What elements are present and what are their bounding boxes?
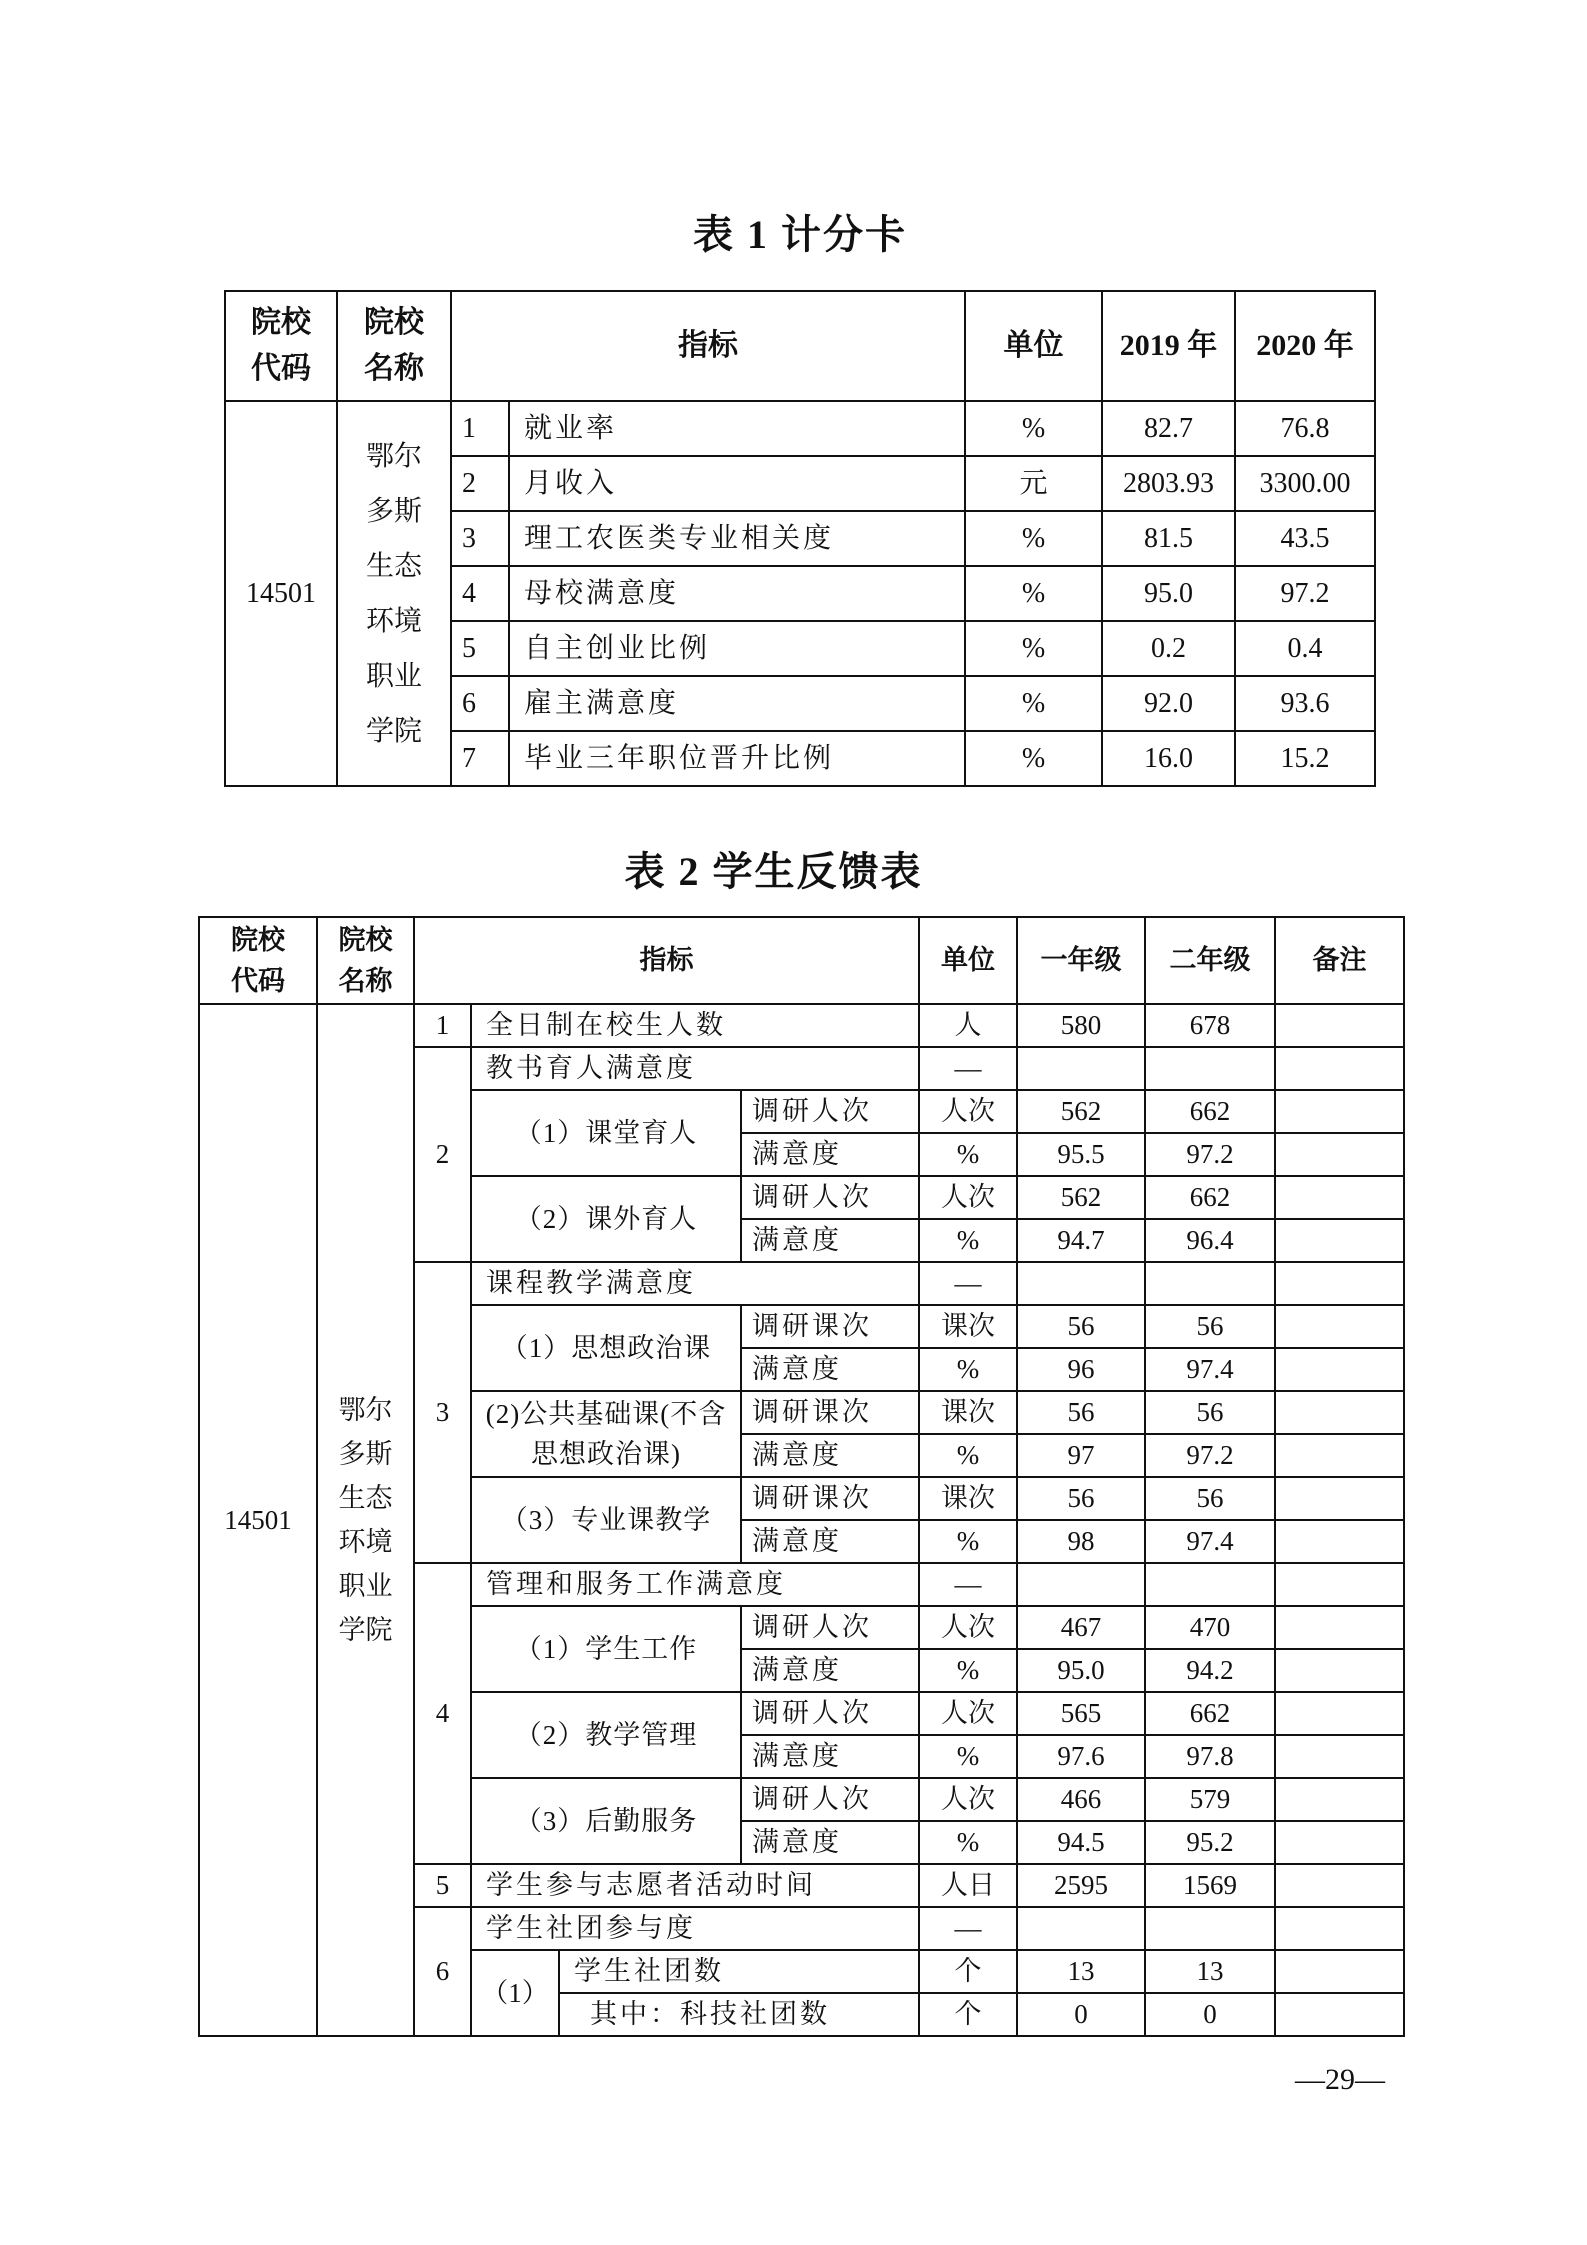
school-code: 14501 bbox=[225, 401, 337, 786]
header-note: 备注 bbox=[1275, 917, 1404, 1004]
value-2019: 16.0 bbox=[1102, 731, 1235, 786]
value-2019: 0.2 bbox=[1102, 621, 1235, 676]
header-grade2: 二年级 bbox=[1145, 917, 1275, 1004]
value-2019: 92.0 bbox=[1102, 676, 1235, 731]
school-name-text: 鄂尔多斯生态环境职业学院 bbox=[338, 1395, 393, 1645]
note bbox=[1275, 1735, 1404, 1778]
value-2020: 15.2 bbox=[1235, 731, 1375, 786]
metric-label: 满意度 bbox=[741, 1821, 919, 1864]
item-number: 2 bbox=[414, 1047, 471, 1262]
note bbox=[1275, 1219, 1404, 1262]
unit: % bbox=[965, 731, 1102, 786]
grade2-value: 662 bbox=[1145, 1176, 1275, 1219]
note bbox=[1275, 1520, 1404, 1563]
header-indicator: 指标 bbox=[451, 291, 965, 401]
grade1-value: 562 bbox=[1017, 1090, 1145, 1133]
grade1-value: 56 bbox=[1017, 1305, 1145, 1348]
note bbox=[1275, 1821, 1404, 1864]
unit: % bbox=[919, 1434, 1017, 1477]
grade2-value bbox=[1145, 1262, 1275, 1305]
page-number: —29— bbox=[1295, 2063, 1385, 2096]
metric-label: 满意度 bbox=[741, 1520, 919, 1563]
metric-label: 其中：科技社团数 bbox=[559, 1993, 919, 2036]
item-number: 6 bbox=[414, 1907, 471, 2036]
grade2-value bbox=[1145, 1907, 1275, 1950]
indicator-label: 全日制在校生人数 bbox=[471, 1004, 919, 1047]
sub-indicator-label: （1）思想政治课 bbox=[471, 1305, 741, 1391]
note bbox=[1275, 1907, 1404, 1950]
header-unit: 单位 bbox=[919, 917, 1017, 1004]
row-number: 4 bbox=[451, 566, 509, 621]
grade2-value: 97.4 bbox=[1145, 1520, 1275, 1563]
grade1-value: 95.0 bbox=[1017, 1649, 1145, 1692]
metric-label: 满意度 bbox=[741, 1434, 919, 1477]
table1-title: 表 1 计分卡 bbox=[693, 212, 907, 257]
grade1-value: 95.5 bbox=[1017, 1133, 1145, 1176]
school-name bbox=[337, 401, 451, 786]
table-row bbox=[225, 401, 1375, 456]
indicator-label: 就业率 bbox=[509, 401, 965, 456]
table-header-row bbox=[199, 917, 1404, 1004]
note bbox=[1275, 1477, 1404, 1520]
table2-title: 表 2 学生反馈表 bbox=[624, 849, 923, 894]
grade1-value bbox=[1017, 1047, 1145, 1090]
metric-label: 调研人次 bbox=[741, 1692, 919, 1735]
value-2020: 97.2 bbox=[1235, 566, 1375, 621]
header-school-name-text: 院校名称 bbox=[338, 924, 393, 996]
metric-label: 满意度 bbox=[741, 1735, 919, 1778]
note bbox=[1275, 1950, 1404, 1993]
metric-label: 调研人次 bbox=[741, 1778, 919, 1821]
unit: % bbox=[919, 1219, 1017, 1262]
unit: % bbox=[919, 1520, 1017, 1563]
grade2-value: 56 bbox=[1145, 1391, 1275, 1434]
metric-label: 调研人次 bbox=[741, 1176, 919, 1219]
grade2-value: 97.8 bbox=[1145, 1735, 1275, 1778]
indicator-label: 毕业三年职位晋升比例 bbox=[509, 731, 965, 786]
sub-indicator-label: （1）学生工作 bbox=[471, 1606, 741, 1692]
header-school-code bbox=[199, 917, 317, 1004]
sub-indicator-label: （2）课外育人 bbox=[471, 1176, 741, 1262]
grade2-value: 56 bbox=[1145, 1477, 1275, 1520]
indicator-label: 理工农医类专业相关度 bbox=[509, 511, 965, 566]
header-2019: 2019 年 bbox=[1102, 291, 1235, 401]
unit: % bbox=[965, 676, 1102, 731]
grade1-value: 562 bbox=[1017, 1176, 1145, 1219]
note bbox=[1275, 1090, 1404, 1133]
grade1-value: 94.7 bbox=[1017, 1219, 1145, 1262]
grade1-value: 56 bbox=[1017, 1391, 1145, 1434]
grade1-value bbox=[1017, 1563, 1145, 1606]
unit: 人次 bbox=[919, 1692, 1017, 1735]
grade1-value: 97.6 bbox=[1017, 1735, 1145, 1778]
metric-label: 满意度 bbox=[741, 1649, 919, 1692]
unit: % bbox=[919, 1821, 1017, 1864]
indicator-label: 学生社团参与度 bbox=[471, 1907, 919, 1950]
header-unit: 单位 bbox=[965, 291, 1102, 401]
grade2-value: 96.4 bbox=[1145, 1219, 1275, 1262]
note bbox=[1275, 1649, 1404, 1692]
item-number: 3 bbox=[414, 1262, 471, 1563]
note bbox=[1275, 1692, 1404, 1735]
grade2-value: 97.4 bbox=[1145, 1348, 1275, 1391]
unit: % bbox=[919, 1649, 1017, 1692]
unit: — bbox=[919, 1262, 1017, 1305]
metric-label: 学生社团数 bbox=[559, 1950, 919, 1993]
note bbox=[1275, 1133, 1404, 1176]
item-number: 5 bbox=[414, 1864, 471, 1907]
indicator-label: 课程教学满意度 bbox=[471, 1262, 919, 1305]
grade2-value: 662 bbox=[1145, 1090, 1275, 1133]
value-2020: 0.4 bbox=[1235, 621, 1375, 676]
grade1-value bbox=[1017, 1262, 1145, 1305]
row-number: 6 bbox=[451, 676, 509, 731]
metric-label: 调研人次 bbox=[741, 1606, 919, 1649]
grade1-value: 580 bbox=[1017, 1004, 1145, 1047]
grade1-value: 0 bbox=[1017, 1993, 1145, 2036]
value-2019: 82.7 bbox=[1102, 401, 1235, 456]
grade1-value: 467 bbox=[1017, 1606, 1145, 1649]
header-grade1: 一年级 bbox=[1017, 917, 1145, 1004]
grade2-value: 579 bbox=[1145, 1778, 1275, 1821]
indicator-label: 管理和服务工作满意度 bbox=[471, 1563, 919, 1606]
grade2-value: 0 bbox=[1145, 1993, 1275, 2036]
header-school-name bbox=[337, 291, 451, 401]
grade1-value: 97 bbox=[1017, 1434, 1145, 1477]
row-number: 1 bbox=[451, 401, 509, 456]
header-school-code-text: 院校代码 bbox=[251, 306, 311, 385]
unit: 人 bbox=[919, 1004, 1017, 1047]
metric-label: 满意度 bbox=[741, 1219, 919, 1262]
row-number: 3 bbox=[451, 511, 509, 566]
metric-label: 满意度 bbox=[741, 1133, 919, 1176]
note bbox=[1275, 1176, 1404, 1219]
header-school-code bbox=[225, 291, 337, 401]
metric-label: 调研课次 bbox=[741, 1305, 919, 1348]
grade2-value: 1569 bbox=[1145, 1864, 1275, 1907]
note bbox=[1275, 1993, 1404, 2036]
school-code: 14501 bbox=[199, 1004, 317, 2036]
school-name-text: 鄂尔多斯生态环境职业学院 bbox=[365, 440, 422, 747]
unit: 人次 bbox=[919, 1606, 1017, 1649]
grade2-value: 13 bbox=[1145, 1950, 1275, 1993]
grade1-value: 94.5 bbox=[1017, 1821, 1145, 1864]
value-2019: 2803.93 bbox=[1102, 456, 1235, 511]
metric-label: 调研课次 bbox=[741, 1477, 919, 1520]
unit: % bbox=[965, 621, 1102, 676]
indicator-label: 雇主满意度 bbox=[509, 676, 965, 731]
item-number: 4 bbox=[414, 1563, 471, 1864]
grade2-value: 97.2 bbox=[1145, 1133, 1275, 1176]
note bbox=[1275, 1348, 1404, 1391]
header-2020: 2020 年 bbox=[1235, 291, 1375, 401]
grade1-value bbox=[1017, 1907, 1145, 1950]
grade2-value: 678 bbox=[1145, 1004, 1275, 1047]
note bbox=[1275, 1047, 1404, 1090]
unit: 课次 bbox=[919, 1305, 1017, 1348]
grade2-value bbox=[1145, 1563, 1275, 1606]
grade1-value: 96 bbox=[1017, 1348, 1145, 1391]
unit: 人次 bbox=[919, 1090, 1017, 1133]
unit: % bbox=[965, 401, 1102, 456]
note bbox=[1275, 1864, 1404, 1907]
grade1-value: 56 bbox=[1017, 1477, 1145, 1520]
unit: % bbox=[965, 566, 1102, 621]
header-school-name-text: 院校名称 bbox=[364, 306, 424, 385]
indicator-label: 月收入 bbox=[509, 456, 965, 511]
unit: 个 bbox=[919, 1950, 1017, 1993]
row-number: 2 bbox=[451, 456, 509, 511]
sub-indicator-label: （2）教学管理 bbox=[471, 1692, 741, 1778]
note bbox=[1275, 1434, 1404, 1477]
sub-indicator-label: （1）课堂育人 bbox=[471, 1090, 741, 1176]
grade2-value: 56 bbox=[1145, 1305, 1275, 1348]
sub-indicator-label: (2)公共基础课(不含思想政治课) bbox=[471, 1391, 741, 1477]
unit: % bbox=[919, 1735, 1017, 1778]
unit: 人次 bbox=[919, 1778, 1017, 1821]
header-indicator: 指标 bbox=[414, 917, 919, 1004]
sub-indicator-label: （3）专业课教学 bbox=[471, 1477, 741, 1563]
table-row bbox=[199, 1004, 1404, 1047]
grade1-value: 13 bbox=[1017, 1950, 1145, 1993]
unit: 课次 bbox=[919, 1477, 1017, 1520]
unit: 人次 bbox=[919, 1176, 1017, 1219]
unit: 元 bbox=[965, 456, 1102, 511]
grade2-value: 470 bbox=[1145, 1606, 1275, 1649]
grade1-value: 98 bbox=[1017, 1520, 1145, 1563]
metric-label: 满意度 bbox=[741, 1348, 919, 1391]
grade1-value: 466 bbox=[1017, 1778, 1145, 1821]
grade2-value: 95.2 bbox=[1145, 1821, 1275, 1864]
note bbox=[1275, 1004, 1404, 1047]
unit: 课次 bbox=[919, 1391, 1017, 1434]
school-name bbox=[317, 1004, 414, 2036]
indicator-label: 母校满意度 bbox=[509, 566, 965, 621]
student-feedback-table bbox=[198, 916, 1405, 2037]
grade2-value bbox=[1145, 1047, 1275, 1090]
grade2-value: 97.2 bbox=[1145, 1434, 1275, 1477]
unit: — bbox=[919, 1563, 1017, 1606]
note bbox=[1275, 1391, 1404, 1434]
grade1-value: 2595 bbox=[1017, 1864, 1145, 1907]
note bbox=[1275, 1305, 1404, 1348]
grade2-value: 662 bbox=[1145, 1692, 1275, 1735]
value-2019: 95.0 bbox=[1102, 566, 1235, 621]
note bbox=[1275, 1262, 1404, 1305]
grade2-value: 94.2 bbox=[1145, 1649, 1275, 1692]
sub-indicator-label: （1） bbox=[471, 1950, 559, 2036]
metric-label: 调研课次 bbox=[741, 1391, 919, 1434]
note bbox=[1275, 1563, 1404, 1606]
metric-label: 调研人次 bbox=[741, 1090, 919, 1133]
value-2020: 43.5 bbox=[1235, 511, 1375, 566]
note bbox=[1275, 1606, 1404, 1649]
header-school-code-text: 院校代码 bbox=[230, 924, 285, 996]
header-school-name bbox=[317, 917, 414, 1004]
grade1-value: 565 bbox=[1017, 1692, 1145, 1735]
value-2019: 81.5 bbox=[1102, 511, 1235, 566]
unit: 人日 bbox=[919, 1864, 1017, 1907]
value-2020: 76.8 bbox=[1235, 401, 1375, 456]
indicator-label: 自主创业比例 bbox=[509, 621, 965, 676]
value-2020: 93.6 bbox=[1235, 676, 1375, 731]
note bbox=[1275, 1778, 1404, 1821]
row-number: 7 bbox=[451, 731, 509, 786]
unit: % bbox=[965, 511, 1102, 566]
unit: 个 bbox=[919, 1993, 1017, 2036]
value-2020: 3300.00 bbox=[1235, 456, 1375, 511]
table-header-row bbox=[225, 291, 1375, 401]
sub-indicator-label: （3）后勤服务 bbox=[471, 1778, 741, 1864]
item-number: 1 bbox=[414, 1004, 471, 1047]
scorecard-table bbox=[224, 290, 1376, 787]
unit: % bbox=[919, 1348, 1017, 1391]
unit: % bbox=[919, 1133, 1017, 1176]
unit: — bbox=[919, 1907, 1017, 1950]
indicator-label: 学生参与志愿者活动时间 bbox=[471, 1864, 919, 1907]
row-number: 5 bbox=[451, 621, 509, 676]
unit: — bbox=[919, 1047, 1017, 1090]
indicator-label: 教书育人满意度 bbox=[471, 1047, 919, 1090]
